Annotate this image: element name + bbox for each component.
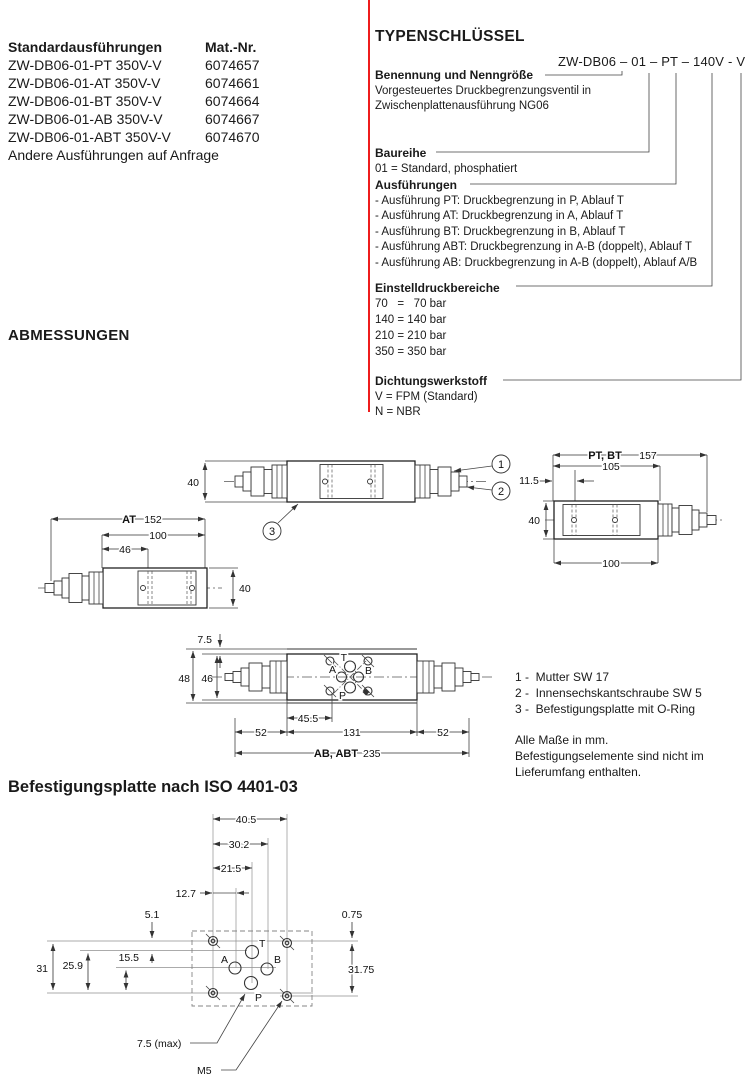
drawing-iso-plate	[36, 814, 374, 1077]
drawing-at	[38, 514, 251, 608]
table-header-type: Standardausführungen	[8, 39, 163, 55]
type-code-cell: ZW-DB06-01-AT 350V-V	[8, 75, 161, 91]
type-code-cell: ZW-DB06-01-AB 350V-V	[8, 111, 163, 127]
ababt-dim-52-left: 52	[255, 727, 267, 739]
ababt-port-p: P	[338, 690, 346, 702]
at-dim-46: 46	[119, 544, 131, 556]
section-benennung	[375, 68, 720, 115]
ababt-port-a: A	[328, 664, 336, 676]
befestigungsplatte-title: Befestigungsplatte nach ISO 4401-03	[8, 778, 298, 796]
ababt-dim-48: 48	[178, 673, 190, 685]
table-row	[8, 56, 298, 74]
ababt-dim-131: 131	[343, 727, 361, 739]
at-dim-152: 152	[144, 514, 162, 526]
ptbt-dim-157: 157	[639, 450, 657, 462]
typenschluessel-title: TYPENSCHLÜSSEL	[375, 28, 525, 45]
type-code-cell: ZW-DB06-01-BT 350V-V	[8, 93, 162, 109]
section-baureihe	[375, 146, 720, 177]
section-line: V = FPM (Standard)	[375, 390, 478, 403]
remark-line: Befestigungselemente sind nicht im	[515, 749, 704, 763]
section-einstelldruckbereiche	[375, 280, 720, 360]
section-line: Vorgesteuertes Druckbegrenzungsventil in	[375, 84, 592, 97]
drawing-ab-abt	[178, 634, 492, 760]
notes-block	[515, 669, 704, 780]
iso-port-a: A	[220, 954, 228, 966]
ababt-port-t: T	[340, 652, 347, 664]
table-row	[8, 110, 298, 128]
section-line: - Ausführung AT: Druckbegrenzung in A, Ablauf T	[375, 210, 624, 222]
iso-port-p: P	[255, 992, 263, 1004]
iso-dim-7-5-max: 7.5 (max)	[137, 1038, 182, 1050]
mat-nr-cell: 6074657	[205, 57, 260, 73]
table-row	[8, 74, 298, 92]
mat-nr-cell: 6074670	[205, 129, 260, 145]
section-line: - Ausführung BT: Druckbegrenzung in B, Ablauf T	[375, 225, 626, 238]
notes-remark	[515, 732, 704, 780]
iso-dim-15-5: 15.5	[118, 952, 139, 964]
mat-nr-cell: 6074667	[205, 111, 260, 127]
section-line: - Ausführung PT: Druckbegrenzung in P, Ablauf T	[375, 194, 624, 207]
section-heading: Einstelldruckbereiche	[375, 281, 500, 295]
section-line: Zwischenplattenausführung NG06	[375, 100, 549, 112]
note-item: 3 - Befestigungsplatte mit O-Ring	[515, 702, 696, 716]
ababt-port-b: B	[365, 665, 373, 677]
ptbt-dim-105: 105	[602, 461, 620, 473]
iso-port-t: T	[259, 938, 266, 950]
mat-nr-cell: 6074664	[205, 93, 260, 109]
callout-2: 2	[497, 486, 505, 498]
iso-dim-12-7: 12.7	[175, 888, 196, 900]
iso-dim-21-5: 21.5	[220, 863, 242, 875]
drawing-overview	[187, 455, 510, 540]
table-row	[8, 92, 298, 110]
type-code: ZW-DB06 – 01 – PT – 140V - V	[558, 54, 746, 69]
ptbt-label: PT, BT	[588, 450, 622, 462]
ptbt-dim-100: 100	[602, 558, 620, 570]
iso-thread-m5: M5	[197, 1065, 212, 1077]
table-row	[8, 128, 298, 146]
section-heading: Benennung und Nenngröße	[375, 68, 533, 82]
section-line: 140 = 140 bar	[375, 314, 447, 326]
iso-dim-5-1: 5.1	[144, 909, 160, 921]
section-line: 210 = 210 bar	[375, 330, 447, 342]
standard-versions-table	[8, 38, 298, 164]
callout-3: 3	[268, 526, 276, 538]
section-line: 350 = 350 bar	[375, 346, 447, 358]
table-footnote: Andere Ausführungen auf Anfrage	[8, 147, 219, 163]
abmessungen-title: ABMESSUNGEN	[8, 327, 130, 344]
section-dichtungswerkstoff	[375, 374, 720, 421]
ababt-label: AB, ABT	[313, 748, 359, 760]
iso-port-b: B	[274, 954, 282, 966]
remark-line: Lieferumfang enthalten.	[515, 765, 642, 779]
ababt-dim-46: 46	[201, 673, 213, 685]
red-divider	[368, 0, 370, 412]
at-dim-100: 100	[149, 530, 167, 542]
ptbt-dim-40: 40	[528, 515, 540, 527]
remark-line: Alle Maße in mm.	[515, 733, 609, 747]
callout-1: 1	[497, 459, 505, 471]
at-label: AT	[122, 514, 136, 526]
ababt-dim-52-right: 52	[437, 727, 449, 739]
section-line: - Ausführung ABT: Druckbegrenzung in A-B (doppelt), Ablauf T	[375, 241, 692, 253]
at-dim-40: 40	[239, 583, 251, 595]
section-line: 01 = Standard, phosphatiert	[375, 162, 518, 175]
mat-nr-cell: 6074661	[205, 75, 260, 91]
ababt-dim-7-5: 7.5	[197, 634, 212, 646]
iso-dim-31-75: 31.75	[348, 964, 375, 976]
table-header	[8, 38, 298, 56]
section-line: N = NBR	[375, 406, 421, 418]
overview-dim-40: 40	[187, 477, 199, 489]
section-heading: Baureihe	[375, 146, 427, 160]
drawing-pt-bt	[519, 450, 724, 570]
iso-dim-0-75: 0.75	[341, 909, 363, 921]
type-code-cell: ZW-DB06-01-PT 350V-V	[8, 57, 162, 73]
section-line: - Ausführung AB: Druckbegrenzung in A-B (doppelt), Ablauf A/B	[375, 256, 698, 269]
ababt-dim-45-5: 45.5	[297, 713, 319, 725]
type-code-cell: ZW-DB06-01-ABT 350V-V	[8, 129, 171, 145]
iso-dim-31: 31	[36, 963, 48, 975]
ababt-dim-235: 235	[363, 748, 381, 760]
iso-dim-30-2: 30.2	[228, 839, 250, 851]
section-heading: Dichtungswerkstoff	[375, 374, 488, 388]
note-item: 1 - Mutter SW 17	[515, 670, 610, 684]
section-line: 70 = 70 bar	[375, 298, 447, 310]
iso-dim-25-9: 25.9	[62, 960, 83, 972]
ptbt-dim-11-5: 11.5	[519, 475, 539, 487]
table-header-matnr: Mat.-Nr.	[205, 39, 257, 55]
note-item: 2 - Innensechskantschraube SW 5	[515, 686, 702, 700]
section-heading: Ausführungen	[375, 178, 457, 192]
iso-dim-40-5: 40.5	[235, 814, 257, 826]
section-ausfuehrungen	[375, 178, 720, 271]
